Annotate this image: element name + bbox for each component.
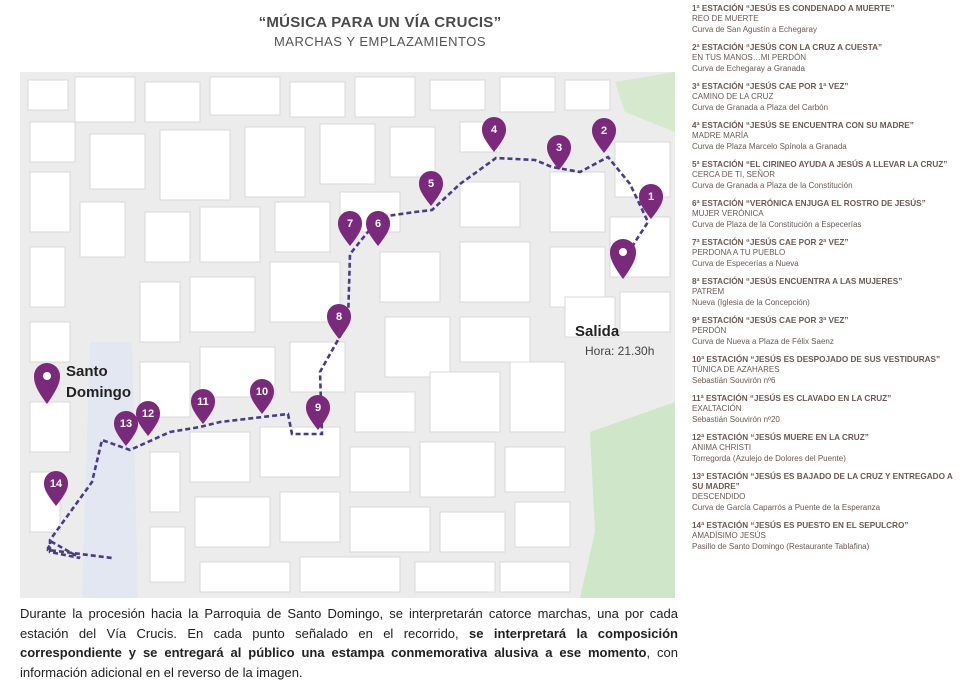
station-location: Curva de Nueva a Plaza de Félix Saenz [692,336,834,346]
station-item [692,199,954,230]
station-march: PATREM [692,287,725,296]
route-map [20,72,675,598]
station-marker-label: 1 [647,191,655,203]
end-label-line2: Domingo [66,384,131,401]
station-marker-12[interactable] [136,401,160,436]
station-location: Nueva (Iglesia de la Concepción) [692,297,810,307]
station-marker-label: 13 [119,418,133,430]
station-marker-label: 7 [346,218,354,230]
station-item [692,472,954,513]
station-title: 7ª ESTACIÓN “JESÚS CAE POR 2ª VEZ” [692,238,849,247]
station-location: Curva de Plaza Marcelo Spínola a Granada [692,141,847,151]
station-marker-11[interactable] [191,389,215,424]
station-item [692,394,954,425]
station-march: REO DE MUERTE [692,14,759,23]
station-marker-1[interactable] [639,184,663,219]
station-location: Curva de Granada a Plaza del Carbón [692,102,829,112]
station-location: Sebastián Souvirón nº6 [692,375,776,385]
station-title: 9ª ESTACIÓN “JESÚS CAE POR 3ª VEZ” [692,316,849,325]
station-title: 12ª ESTACIÓN “JESÚS MUERE EN LA CRUZ” [692,433,869,442]
station-item [692,277,954,308]
station-item [692,4,954,35]
station-location: Torregorda (Azulejo de Dolores del Puente) [692,453,846,463]
station-marker-label: 12 [141,408,155,420]
station-title: 14ª ESTACIÓN “JESÚS ES PUESTO EN EL SEPULCRO” [692,521,909,530]
station-item [692,121,954,152]
station-item [692,355,954,386]
station-marker-label: 9 [314,402,322,414]
station-marker-7[interactable] [338,211,362,246]
station-item [692,82,954,113]
station-location: Sebastián Souvirón nº20 [692,414,780,424]
station-march: EN TUS MANOS…MI PERDÓN [692,53,807,62]
station-item [692,433,954,464]
station-march: PERDÓN [692,326,727,335]
station-item [692,316,954,347]
station-march: TÚNICA DE AZAHARES [692,365,780,374]
station-title: 10ª ESTACIÓN “JESÚS ES DESPOJADO DE SUS VESTIDURAS” [692,355,941,364]
station-location: Curva de San Agustín a Echegaray [692,24,817,34]
station-title: 8ª ESTACIÓN “JESÚS ENCUENTRA A LAS MUJERES” [692,277,903,286]
station-location: Curva de Especerías a Nueva [692,258,799,268]
station-marker-label: 11 [197,396,209,408]
station-marker-label: 2 [600,125,608,137]
caption-text [20,604,678,682]
park-area [580,402,675,598]
station-march: PERDONA A TU PUEBLO [692,248,786,257]
park-area-small [615,72,675,132]
station-march: EXALTACIÓN [692,404,742,413]
station-title: 13ª ESTACIÓN “JESÚS ES BAJADO DE LA CRUZ Y ENTREGADO A SU MADRE” [692,472,953,491]
station-marker-5[interactable] [419,171,443,206]
caption-bold: se interpretará la composición correspondiente y se entregará al público una estampa conmemorativa alusiva a ese momento [20,625,678,660]
station-location: Curva de Plaza de la Constitución a Especerías [692,219,862,229]
start-label: Salida [575,323,620,340]
station-march: DESCENDIDO [692,492,746,501]
map-subtitle: MARCHAS Y EMPLAZAMIENTOS [273,34,487,49]
station-location: Pasillo de Santo Domingo (Restaurante Tablafina) [692,541,870,551]
start-time: Hora: 21.30h [585,344,655,358]
station-location: Curva de García Caparrós a Puente de la Esperanza [692,502,881,512]
station-march: CAMINO DE LA CRUZ [692,92,774,101]
end-label-line1: Santo [66,363,108,380]
station-marker-label: 4 [490,124,498,136]
station-item [692,521,954,552]
station-location: Curva de Echegaray a Granada [692,63,805,73]
station-marker-label: 8 [335,311,343,323]
station-marker-9[interactable] [306,395,330,430]
station-title: 4ª ESTACIÓN “JESÚS SE ENCUENTRA CON SU MADRE” [692,121,914,130]
station-marker-6[interactable] [366,211,390,246]
station-marker-label: 6 [374,218,382,230]
station-title: 11ª ESTACIÓN “JESÚS ES CLAVADO EN LA CRUZ” [692,394,892,403]
station-march: AMADÍSIMO JESÚS [692,531,766,540]
station-location: Curva de Granada a Plaza de la Constitución [692,180,853,190]
station-title: 3ª ESTACIÓN “JESÚS CAE POR 1ª VEZ” [692,82,849,91]
station-list [692,4,954,560]
station-march: MUJER VERÓNICA [692,209,764,218]
station-marker-3[interactable] [547,135,571,170]
station-marker-label: 14 [49,478,63,490]
station-marker-2[interactable] [592,118,616,153]
station-item [692,43,954,74]
station-march: CERCA DE TI, SEÑOR [692,170,775,179]
station-march: MADRE MARÍA [692,131,749,140]
station-march: ANIMA CHRISTI [692,443,752,452]
caption-part1: Durante la procesión hacia la Parroquia de Santo Domingo, se interpretarán catorce marchas, una por cada estación del Vía Crucis. En cada punto señalado en el recorrido, [20,606,678,641]
station-title: 6ª ESTACIÓN “VERÓNICA ENJUGA EL ROSTRO DE JESÚS” [692,199,926,208]
end-marker[interactable] [34,363,60,404]
station-marker-8[interactable] [327,304,351,339]
map-title: “MÚSICA PARA UN VÍA CRUCIS” [258,14,502,31]
station-marker-label: 5 [427,178,435,190]
station-item [692,160,954,191]
caption-part2: , con información adicional en el reverso de la imagen. [20,645,679,680]
station-title: 2ª ESTACIÓN “JESÚS CON LA CRUZ A CUESTA” [692,43,883,52]
station-title: 1ª ESTACIÓN “JESÚS ES CONDENADO A MUERTE” [692,4,895,13]
station-title: 5ª ESTACIÓN “EL CIRINEO AYUDA A JESÚS A LLEVAR LA CRUZ” [692,160,948,169]
station-item [692,238,954,269]
station-marker-label: 10 [255,386,269,398]
station-marker-10[interactable] [250,379,274,414]
station-marker-label: 3 [555,142,563,154]
